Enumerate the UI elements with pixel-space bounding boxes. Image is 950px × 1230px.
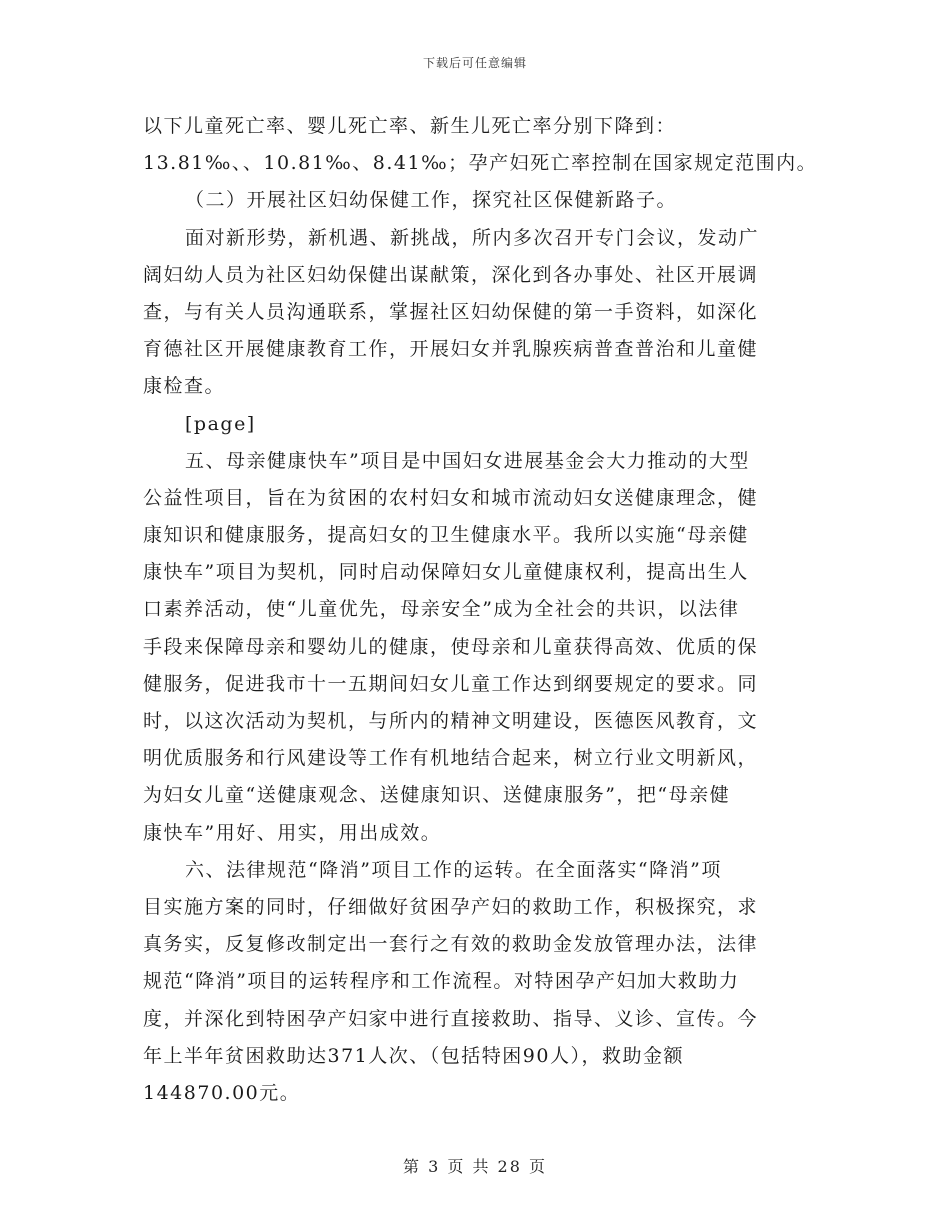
text-line: 明优质服务和行风建设等工作有机地结合起来，树立行业文明新风， [143,747,759,770]
document-body [143,108,818,1112]
text-line: 度，并深化到特困孕产妇家中进行直接救助、指导、义诊、宣传。今 [143,1007,759,1030]
text-line: 健服务，促进我市十一五期间妇女儿童工作达到纲要规定的要求。同 [143,672,759,695]
text-line: 育德社区开展健康教育工作，开展妇女并乳腺疾病普查普治和儿童健 [143,338,759,361]
text-line: 公益性项目，旨在为贫困的农村妇女和城市流动妇女送健康理念，健 [143,486,759,509]
text-line: 康知识和健康服务，提高妇女的卫生健康水平。我所以实施“母亲健 [143,524,749,547]
text-line: 查，与有关人员沟通联系，掌握社区妇幼保健的第一手资料，如深化 [143,300,759,323]
text-line: 康快车”项目为契机，同时启动保障妇女儿童健康权利，提高出生人 [143,561,749,584]
text-line: 规范“降消”项目的运转程序和工作流程。对特困孕产妇加大救助力 [143,970,740,993]
text-line: 面对新形势，新机遇、新挑战，所内多次召开专门会议，发动广 [185,226,760,249]
text-line: 为妇女儿童“送健康观念、送健康知识、送健康服务”，把“母亲健 [143,784,731,807]
text-line: 康快车”用好、用实，用出成效。 [143,821,442,844]
text-line: 目实施方案的同时，仔细做好贫困孕产妇的救助工作，积极探究，求 [143,895,759,918]
text-line: 年上半年贫困救助达371人次、（包括特困90人），救助金额 [143,1044,684,1067]
text-line: 真务实，反复修改制定出一套行之有效的救助金发放管理办法，法律 [143,933,759,956]
text-line: 五、母亲健康快车”项目是中国妇女进展基金会大力推动的大型 [185,449,750,472]
page-header: 下载后可任意编辑 [422,56,527,70]
text-line: 康检查。 [143,375,226,398]
text-line: 144870.00元。 [143,1081,301,1104]
text-line: 手段来保障母亲和婴幼儿的健康，使母亲和儿童获得高效、优质的保 [143,635,759,658]
text-line: 六、法律规范“降消”项目工作的运转。在全面落实“降消”项 [185,858,722,881]
text-line: 13.81‰、、10.81‰、8.41‰；孕产妇死亡率控制在国家规定范围内。 [143,152,818,175]
text-line: 阔妇幼人员为社区妇幼保健出谋献策，深化到各办事处、社区开展调 [143,263,759,286]
text-line: [page] [185,412,256,435]
text-line: 以下儿童死亡率、婴儿死亡率、新生儿死亡率分别下降到： [143,115,677,137]
page-footer: 第 3 页 共 28 页 [403,1157,547,1176]
text-line: 口素养活动，使“儿童优先，母亲安全”成为全社会的共识，以法律 [143,598,740,621]
text-line: （二）开展社区妇幼保健工作，探究社区保健新路子。 [185,189,678,212]
text-line: 时，以这次活动为契机，与所内的精神文明建设，医德医风教育，文 [143,710,759,732]
